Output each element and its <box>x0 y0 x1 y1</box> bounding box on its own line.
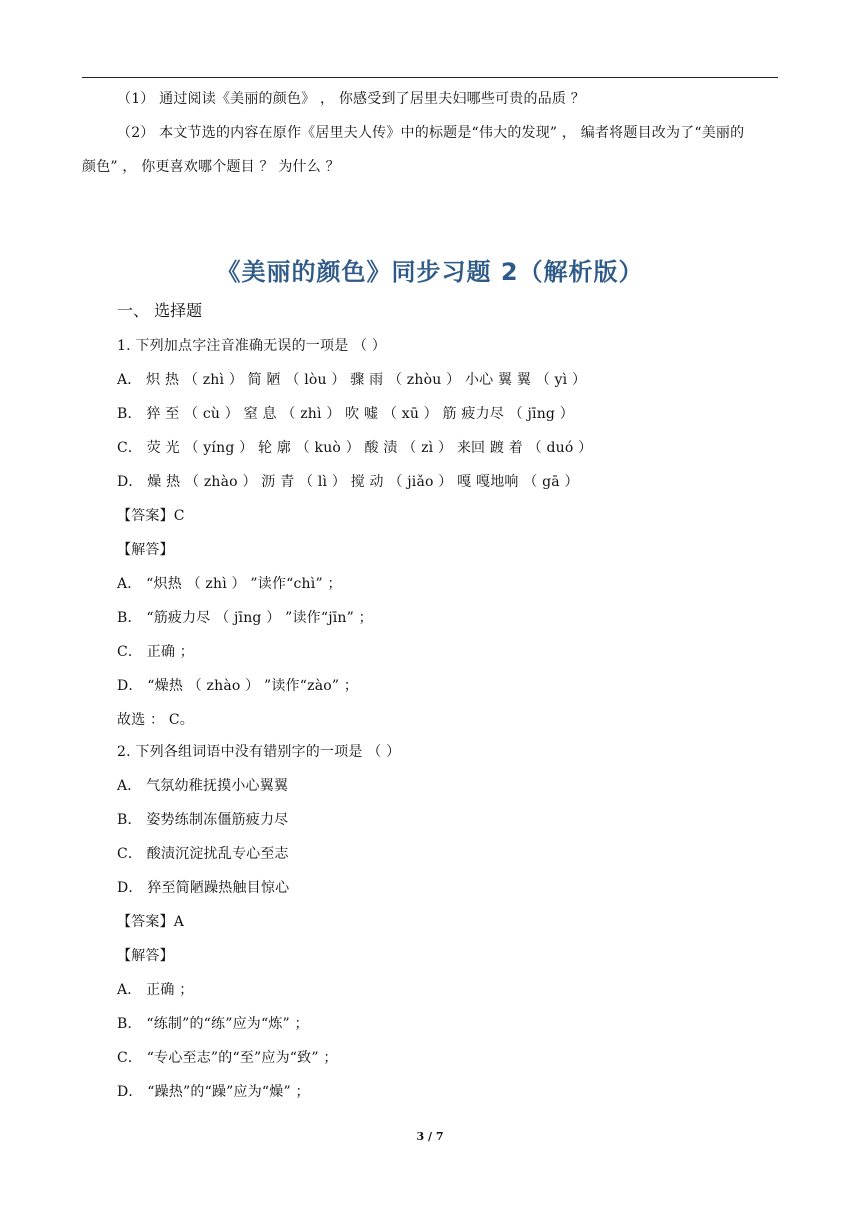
q2-analysis-c: C． “专心至志”的“至”应为“致” ； <box>117 1050 338 1066</box>
q1-answer: 【答案】C <box>117 508 185 524</box>
q1-option-b: B． 猝 至 （ cù ） 窒 息 （ zhì ） 吹 嘘 （ xū ） 筋 疲力尽 （ jīng ） <box>117 406 574 422</box>
q1-conclusion: 故选 ： C。 <box>117 712 195 728</box>
q1-analysis-c: C． 正确 ； <box>117 644 195 660</box>
q1-analysis-label: 【解答】 <box>117 542 174 558</box>
page-number: 3 / 7 <box>416 1130 444 1143</box>
q2-analysis-a: A． 正确 ； <box>117 982 194 998</box>
discussion-question-1: （1） 通过阅读《美丽的颜色》 ， 你感受到了居里夫妇哪些可贵的品质 ？ <box>117 91 585 107</box>
q2-analysis-label: 【解答】 <box>117 948 174 964</box>
q2-option-d: D． 猝至简陋躁热触目惊心 <box>117 880 290 896</box>
q1-analysis-a: A． “炽热 （ zhì ） ”读作“chì” ； <box>117 576 342 592</box>
q1-stem: 1. 下列加点字注音准确无误的一项是 （ ） <box>117 338 387 354</box>
q2-option-c: C． 酸渍沉淀扰乱专心至志 <box>117 846 289 862</box>
q1-analysis-d: D． “燥热 （ zhào ） ”读作“zào” ； <box>117 678 359 694</box>
q2-option-a: A． 气氛幼稚抚摸小心翼翼 <box>117 778 289 794</box>
q2-analysis-b: B． “练制”的“练”应为“炼” ； <box>117 1016 309 1032</box>
q2-option-b: B． 姿势练制冻僵筋疲力尽 <box>117 812 289 828</box>
q2-analysis-d: D． “躁热”的“躁”应为“燥” ； <box>117 1084 310 1100</box>
q2-answer: 【答案】A <box>117 914 185 930</box>
section-heading: 一、 选择题 <box>117 301 203 320</box>
q1-analysis-b: B． “筋疲力尽 （ jīng ） ”读作“jīn” ； <box>117 610 373 626</box>
q1-option-c: C． 荧 光 （ yíng ） 轮 廓 （ kuò ） 酸 渍 （ zì ） 来回 踱 着 （ duó ） <box>117 440 593 456</box>
q2-stem: 2. 下列各组词语中没有错别字的一项是 （ ） <box>117 744 401 760</box>
page-title: 《美丽的颜色》同步习题 2（解析版） <box>216 258 644 286</box>
header-rule <box>82 77 778 78</box>
discussion-question-2-continued: 颜色” ， 你更喜欢哪个题目 ？ 为什么 ？ <box>82 159 340 175</box>
q1-option-a: A． 炽 热 （ zhì ） 简 陋 （ lòu ） 骤 雨 （ zhòu ） 小心 翼 翼 （ yì ） <box>117 372 587 388</box>
discussion-question-2: （2） 本文节选的内容在原作《居里夫人传》中的标题是“伟大的发现” ， 编者将题目改为了“美丽的 <box>117 125 745 141</box>
q1-option-d: D． 燥 热 （ zhào ） 沥 青 （ lì ） 搅 动 （ jiǎo ） 嘎 嘎地响 （ gā ） <box>117 474 579 490</box>
